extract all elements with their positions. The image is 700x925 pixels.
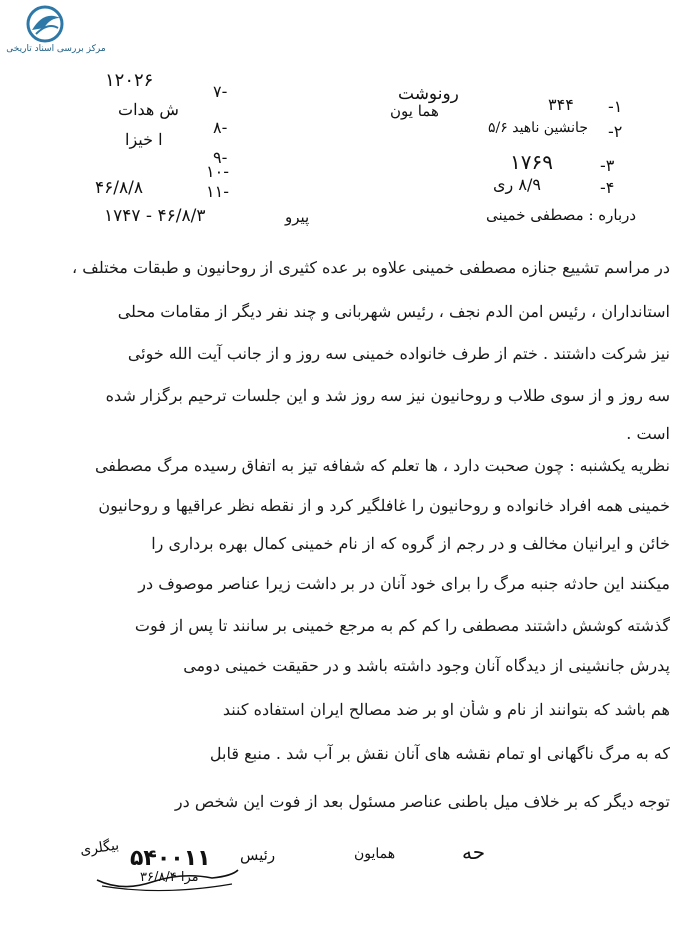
body-line-12: هم باشد که بتوانند از نام و شأن او بر ضد مصالح ایران استفاده کنند: [222, 700, 670, 719]
body-line-6: نظریه یکشنبه : چون صحبت دارد ، ها تعلم که شفافه تیز به اتفاق رسیده مرگ مصطفی: [94, 456, 670, 475]
body-line-7: خمینی همه افراد خانواده و روحانیون را غافلگیر کرد و از نقطه نظر عراقیها و روحانیون: [98, 496, 670, 515]
header-left-num-2: -۸: [213, 118, 228, 137]
header-right-num-4: ۴-: [600, 178, 615, 197]
archive-logo: [6, 4, 106, 60]
header-left-value-1: ۱۲۰۲۶: [105, 70, 154, 91]
body-line-14: توجه دیگر که بر خلاف میل باطنی عناصر مسئول بعد از فوت این شخص در: [174, 792, 670, 811]
signature-mid2: همایون: [354, 846, 396, 862]
header-center-line1: رونوشت: [398, 84, 459, 104]
body-line-11: پدرش جانشینی از دیدگاه آنان وجود داشته باشد و در حقیقت خمینی دومی: [183, 656, 670, 675]
signature-mid1: رئیس: [240, 846, 276, 864]
header-right-value-3: ۱۷۶۹: [510, 150, 553, 174]
header-left-num-5: -۱۱: [206, 182, 229, 201]
logo-text: مرکز بررسی اسناد تاریخی: [6, 44, 106, 54]
header-left-value-3: ا خیزا: [125, 130, 163, 149]
body-line-5: است .: [626, 424, 670, 443]
header-right-value-2: جانشین ناهید ۵/۶: [488, 120, 588, 136]
header-left-num-1: -۷: [213, 82, 228, 101]
body-line-4: سه روز و از سوی طلاب و روحانیون نیز سه روز شد و این جلسات ترحیم برگزار شده: [105, 386, 670, 405]
body-line-10: گذشته کوشش داشتند مصطفی را کم کم به مرجع خمینی بر سانند تا پس از فوت: [134, 616, 670, 635]
body-line-9: میکنند این حادثه جنبه مرگ را برای خود آنان در بر داشت زیرا عناصر موصوف در: [138, 574, 670, 593]
header-right-num-3: ۳-: [600, 156, 615, 175]
reference-subject: درباره : مصطفی خمینی: [486, 206, 637, 224]
header-right-value-1: ۳۴۴: [548, 95, 574, 114]
body-line-2: استانداران ، رئیس امن الدم نجف ، رئیس شهربانی و چند نفر دیگر از مقامات محلی: [117, 302, 670, 321]
archive-emblem-icon: [24, 4, 66, 44]
signature-scribble-icon: [92, 862, 242, 892]
header-right-num-2: ۲-: [608, 122, 623, 141]
body-line-13: که به مرگ ناگهانی او تمام نقشه های آنان نقش بر آب شد . منبع قابل: [209, 744, 670, 763]
header-left-value-5: ۴۶/۸/۸: [95, 178, 143, 198]
header-right-num-1: ۱-: [608, 97, 623, 116]
body-line-1: در مراسم تشییع جنازه مصطفی خمینی علاوه بر عده کثیری از روحانیون و طبقات مختلف ،: [72, 258, 670, 277]
signature-right-mark: حه: [462, 840, 486, 864]
signature-sub: مرا ۳۶/۸/۴: [140, 870, 199, 885]
body-line-3: نیز شرکت داشتند . ختم از طرف خانواده خمینی سه روز و از جانب آیت الله خوئی: [127, 344, 670, 363]
header-left-num-3: -۹: [213, 148, 228, 167]
header-left-num-4: -۱۰: [206, 162, 229, 181]
header-left-value-2: ش هدات: [118, 100, 179, 119]
reference-word: پیرو: [285, 208, 310, 226]
header-right-value-4: ۸/۹ ری: [493, 175, 541, 194]
signature-number: ۵۴۰۰۱۱: [130, 846, 211, 871]
reference-date-code: ۴۶/۸/۳ - ۱۷۴۷: [104, 206, 206, 226]
header-center-line2: هما یون: [390, 102, 439, 120]
signature-name: بیگلری: [79, 837, 121, 859]
body-line-8: خائن و ایرانیان مخالف و در رجم از گروه که از نام خمینی کمال بهره برداری را: [151, 534, 670, 553]
